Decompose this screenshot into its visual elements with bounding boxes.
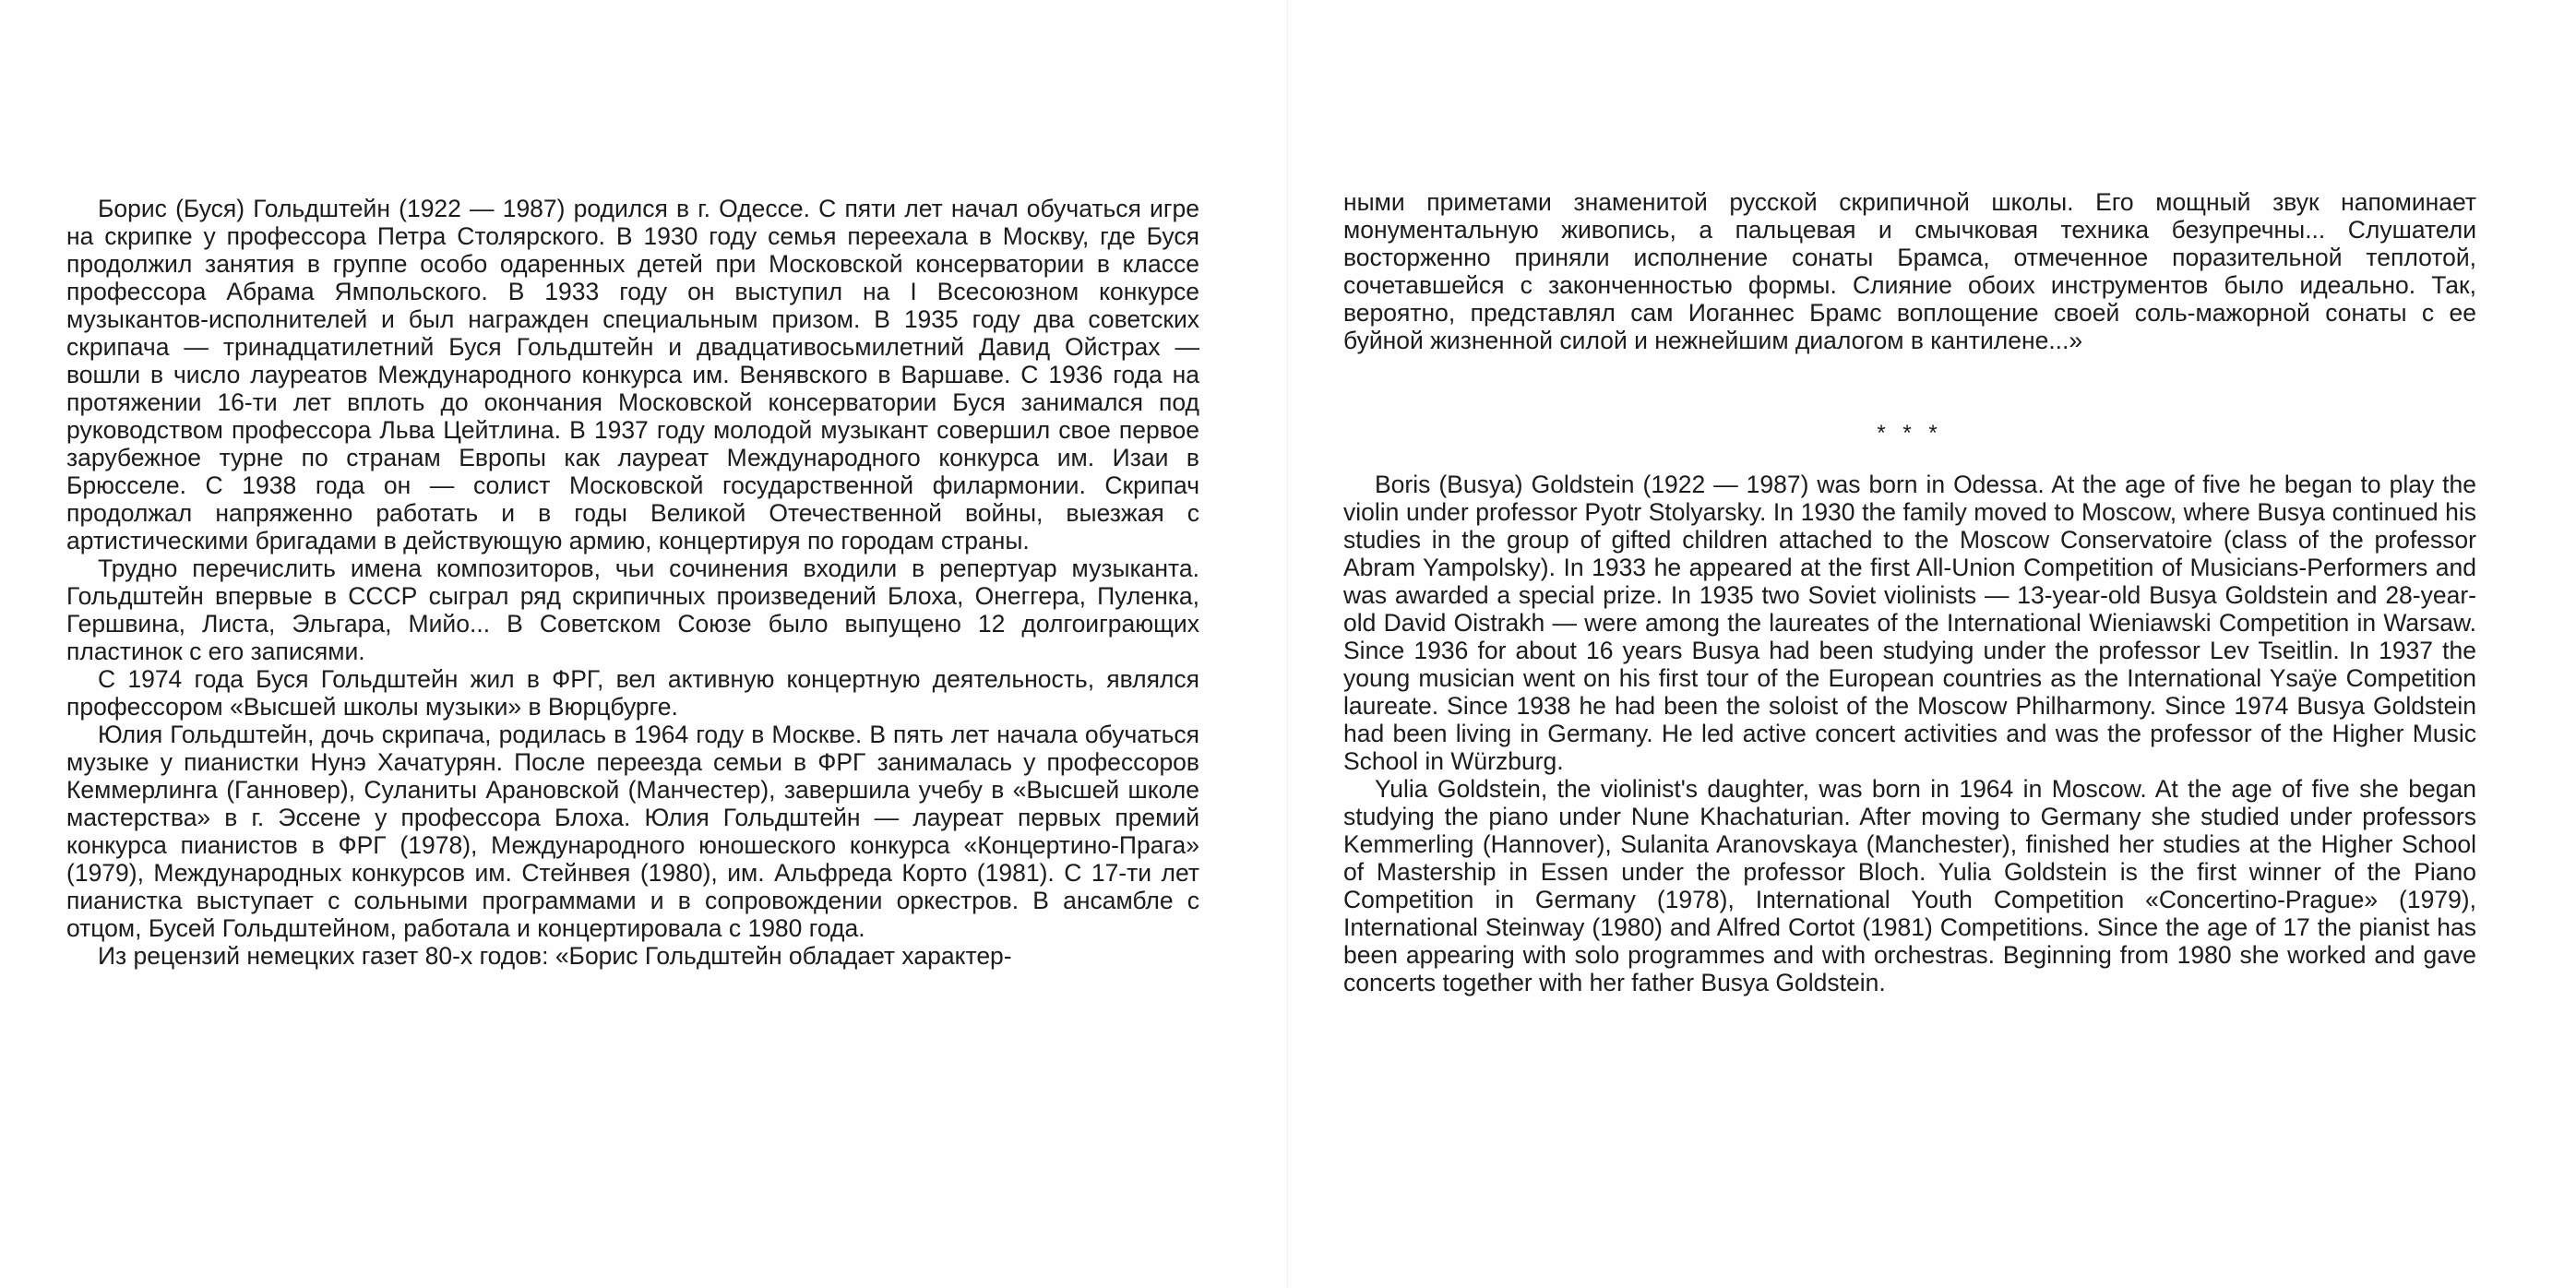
english-biography-column — [1343, 471, 2476, 996]
section-divider: * * * — [1877, 421, 1943, 446]
ru-paragraph-boris-bio: Борис (Буся) Гольдштейн (1922 — 1987) родился в г. Одессе. С пяти лет начал обучаться игре на скрипке у профессора Петра Столярского. В 1930 году семья переехала в Москву, где Буся продолжил занятия в группе особо одаренных детей при Московской консерватории в классе профессора Абрама Ямпольского. В 1933 году он выступил на I Всесоюзном конкурсе музыкантов-исполнителей и был награжден специальным призом. В 1935 году два советских скрипача — тринадцатилетний Буся Гольдштейн и двадцативосьмилетний Давид Ойстрах — вошли в число лауреатов Международного конкурса им. Венявского в Варшаве. С 1936 года на протяжении 16-ти лет вплоть до окончания Московской консерватории Буся занимался под руководством профессора Льва Цейтлина. В 1937 году молодой музыкант совершил свое первое зарубежное турне по странам Европы как лауреат Международного конкурса им. Изаи в Брюсселе. С 1938 года он — солист Московской государственной филармонии. Скрипач продолжал напряженно работать и в годы Великой Отечественной войны, выезжая с артистическими бригадами в действующую армию, концертируя по городам страны. — [66, 195, 1199, 555]
russian-biography-column — [66, 195, 1199, 970]
ru-paragraph-yulia-bio: Юлия Гольдштейн, дочь скрипача, родилась в 1964 году в Москве. В пять лет начала обучаться музыке у пианистки Нунэ Хачатурян. После переезда семьи в ФРГ занималась у профессоров Кеммерлинга (Ганновер), Суланиты Арановской (Манчестер), завершила учебу в «Высшей школе мастерства» в г. Эссене у профессора Блоха. Юлия Гольдштейн — лауреат первых премий конкурса пианистов в ФРГ (1978), Международного юношеского конкурса «Концертино-Прага» (1979), Международных конкурсов им. Стейнвея (1980), им. Альфреда Корто (1981). С 17-ти лет пианистка выступает с сольными программами и в сопровождении оркестров. В ансамбле с отцом, Бусей Гольдштейном, работала и концертировала с 1980 года. — [66, 721, 1199, 942]
russian-review-continuation — [1343, 188, 2476, 354]
right-page — [1288, 0, 2576, 1288]
en-paragraph-boris-bio: Boris (Busya) Goldstein (1922 — 1987) was born in Odessa. At the age of five he began to play the violin under professor Pyotr Stolyarsky. In 1930 the family moved to Moscow, where Busya continued his studies in the group of gifted children attached to the Moscow Conservatoire (class of the professor Abram Yampolsky). In 1933 he appeared at the first All-Union Competition of Musicians-Performers and was awarded a special prize. In 1935 two Soviet violinists — 13-year-old Busya Goldstein and 28-year-old David Oistrakh — were among the laureates of the International Wieniawski Competition in Warsaw. Since 1936 for about 16 years Busya had been studying under the professor Lev Tseitlin. In 1937 the young musician went on his first tour of the European countries as the International Ysaÿe Competition laureate. Since 1938 he had been the soloist of the Moscow Philharmony. Since 1974 Busya Goldstein had been living in Germany. He led active concert activities and was the professor of the Higher Music School in Würzburg. — [1343, 471, 2476, 775]
en-paragraph-yulia-bio: Yulia Goldstein, the violinist's daughter, was born in 1964 in Moscow. At the age of five she began studying the piano under Nune Khachaturian. After moving to Germany she studied under professors Kemmerling (Hannover), Sulanita Aranovskaya (Manchester), finished her studies at the Higher School of Mastership in Essen under the professor Bloch. Yulia Goldstein is the first winner of the Piano Competition in Germany (1978), International Youth Competition «Concertino-Prague» (1979), International Steinway (1980) and Alfred Cortot (1981) Competitions. Since the age of 17 the pianist has been appearing with solo programmes and with orchestras. Beginning from 1980 she worked and gave concerts together with her father Busya Goldstein. — [1343, 775, 2476, 996]
ru-paragraph-reviews-start: Из рецензий немецких газет 80-х годов: «Борис Гольдштейн обладает характер- — [98, 942, 1012, 970]
ru-paragraph-germany: С 1974 года Буся Гольдштейн жил в ФРГ, вел активную концертную деятельность, являлся профессором «Высшей школы музыки» в Вюрцбурге. — [66, 665, 1199, 721]
ru-paragraph-reviews-end: ными приметами знаменитой русской скрипичной школы. Его мощный звук напоминает монументальную живопись, а пальцевая и смычковая техника безупречны... Слушатели восторженно приняли исполнение сонаты Брамса, отмеченное поразительной теплотой, сочетавшейся с законченностью формы. Слияние обоих инструментов было идеально. Так, вероятно, представлял сам Иоганнес Брамс воплощение своей соль-мажорной сонаты с ее буйной жизненной силой и нежнейшим диалогом в кантилене...» — [1343, 188, 2476, 354]
ru-paragraph-repertoire: Трудно перечислить имена композиторов, чьи сочинения входили в репертуар музыканта. Гольдштейн впервые в СССР сыграл ряд скрипичных произведений Блоха, Онеггера, Пуленка, Гершвина, Листа, Эльгара, Мийо... В Советском Союзе было выпущено 12 долгоиграющих пластинок с его записями. — [66, 555, 1199, 665]
